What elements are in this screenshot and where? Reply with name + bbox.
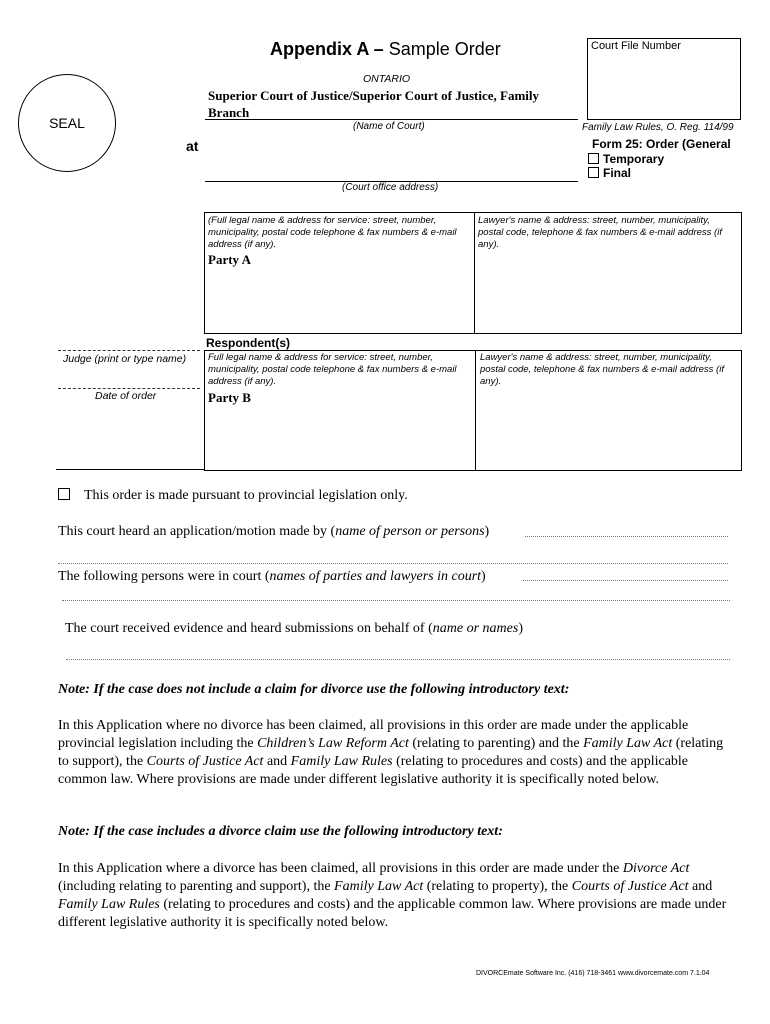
page-title: Appendix A – Sample Order xyxy=(270,39,501,59)
option-temporary[interactable] xyxy=(588,152,664,166)
respondent-address-note: Full legal name & address for service: street, number, municipality, postal code telephone & fax numbers & e-mail address (if any). xyxy=(208,352,457,387)
final-checkbox[interactable] xyxy=(588,167,599,178)
respondent-heading: Respondent(s) xyxy=(206,336,290,350)
temporary-checkbox[interactable] xyxy=(588,153,599,164)
footer-credit: DIVORCEmate Software Inc. (416) 718-3461 www.divorcemate.com 7.1.04 xyxy=(476,970,710,977)
provincial-legislation-row[interactable] xyxy=(58,487,408,505)
judge-caption: Judge (print or type name) xyxy=(63,353,187,365)
paragraph-no-divorce: In this Application where no divorce has been claimed, all provisions in this order are made under the applicable provincial legislation including the Children’s Law Reform Act (relating to parenting) and the Family Law Act (relating to support), the Courts of Justice Act and Family Law Rules (relating to procedures and costs) and the applicable common law. Where provisions are made under different legislative authority it is specifically noted below. xyxy=(58,718,724,787)
name-of-court-caption: (Name of Court) xyxy=(353,121,425,132)
seal-circle xyxy=(18,74,116,172)
persons-in-court-text: The following persons were in court (names of parties and lawyers in court) xyxy=(58,569,486,584)
regulation-label: Family Law Rules, O. Reg. 114/99 xyxy=(582,122,734,133)
court-file-number-label: Court File Number xyxy=(591,40,681,52)
court-name-line xyxy=(205,119,578,120)
evidence-text: The court received evidence and heard submissions on behalf of (name or names) xyxy=(65,621,523,636)
court-name[interactable]: Superior Court of Justice/Superior Court of Justice, Family Branch xyxy=(208,88,539,120)
respondent-divider xyxy=(475,350,476,470)
temporary-label: Temporary xyxy=(603,152,665,166)
date-caption: Date of order xyxy=(95,390,157,402)
provincial-legislation-checkbox[interactable] xyxy=(58,488,70,500)
seal-label: SEAL xyxy=(49,115,85,131)
paragraph-divorce: In this Application where a divorce has been claimed, all provisions in this order are made under the Divorce Act (including relating to parenting and support), the Family Law Act (relating to property), the Courts of Justice Act and Family Law Rules (relating to procedures and costs) and the applicable common law. Where provisions are made under different legislative authority it is specifically noted below. xyxy=(58,861,727,930)
note-no-divorce: Note: If the case does not include a claim for divorce use the following introductory text: xyxy=(58,682,570,697)
at-label: at xyxy=(186,138,199,154)
applicant-divider xyxy=(474,212,475,333)
judge-name-line[interactable] xyxy=(58,350,200,351)
option-final[interactable] xyxy=(588,166,631,180)
date-of-order-line[interactable] xyxy=(58,388,200,389)
court-office-caption: (Court office address) xyxy=(342,182,439,193)
form-title: Form 25: Order (General xyxy=(592,137,731,151)
persons-in-court-field-2[interactable] xyxy=(62,600,730,601)
heard-application-text: This court heard an application/motion made by (name of person or persons) xyxy=(58,524,490,539)
respondent-lawyer-note: Lawyer's name & address: street, number, municipality, postal code, telephone & fax numbers & e-mail address (if any). xyxy=(480,352,724,387)
left-bottom-rule xyxy=(56,469,204,470)
applicant-party-name[interactable]: Party A xyxy=(208,252,251,267)
respondent-party-name[interactable]: Party B xyxy=(208,390,251,405)
applicant-address-note: (Full legal name & address for service: street, number, municipality, postal code telephone & fax numbers & e-mail address (if any). xyxy=(208,215,457,250)
court-file-number-box[interactable] xyxy=(587,38,741,120)
evidence-field[interactable] xyxy=(66,659,730,660)
note-divorce: Note: If the case includes a divorce claim use the following introductory text: xyxy=(58,824,503,839)
provincial-legislation-text: This order is made pursuant to provincial legislation only. xyxy=(84,488,408,503)
province-label: ONTARIO xyxy=(363,73,411,85)
persons-in-court-field[interactable] xyxy=(523,580,728,581)
heard-application-field[interactable] xyxy=(525,536,728,537)
final-label: Final xyxy=(603,166,632,180)
applicant-lawyer-note: Lawyer's name & address: street, number, municipality, postal code, telephone & fax numbers & e-mail address (if any). xyxy=(478,215,722,250)
heard-application-field-2[interactable] xyxy=(58,563,728,564)
